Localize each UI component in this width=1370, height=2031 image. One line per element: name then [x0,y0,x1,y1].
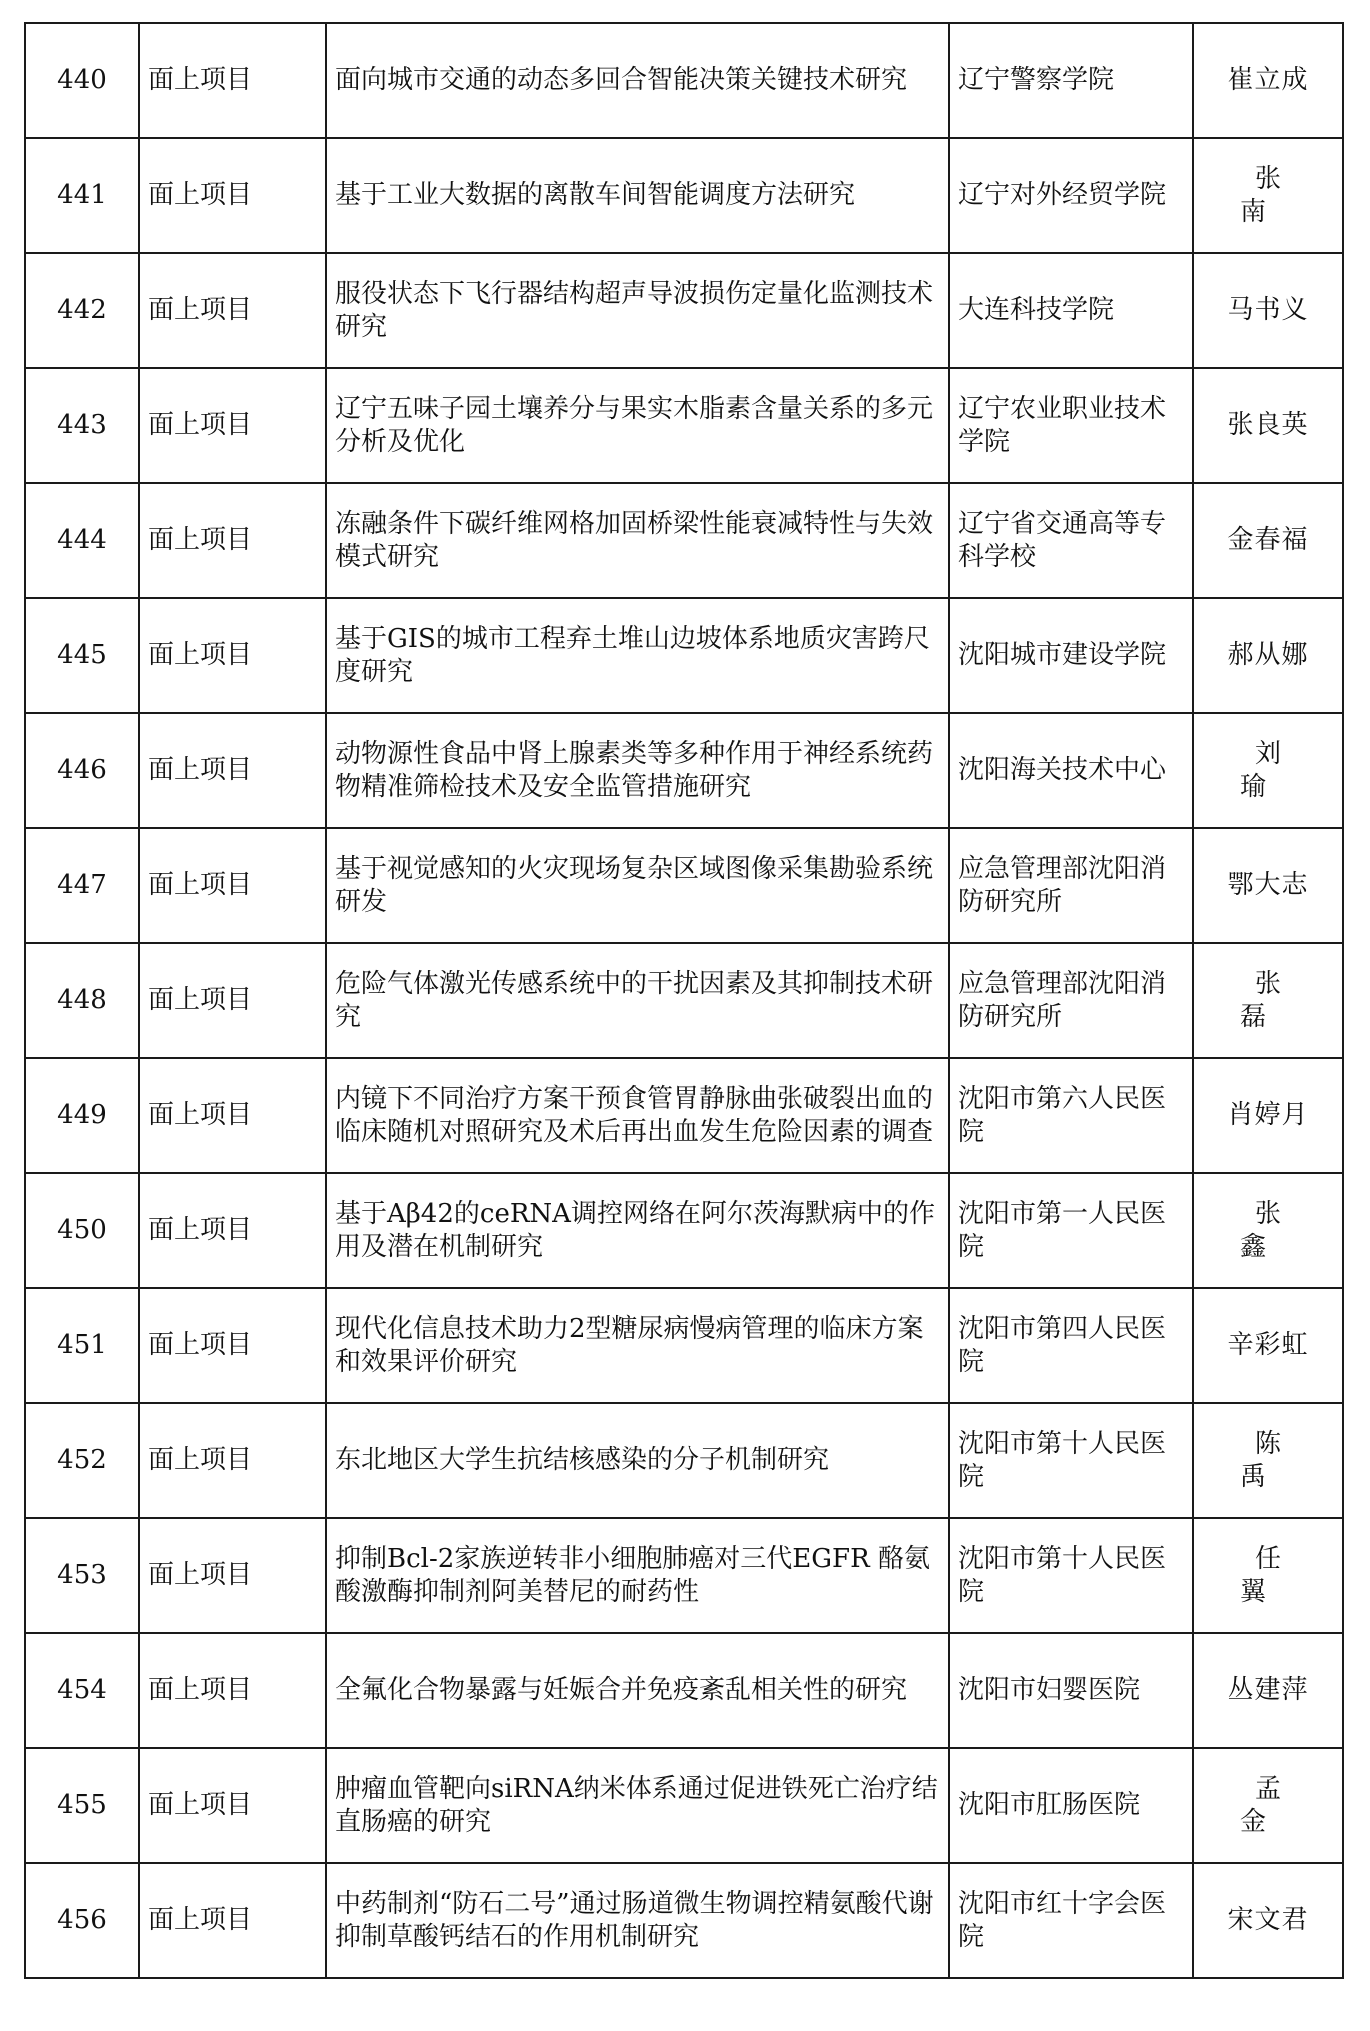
table-row [25,483,1343,598]
project-number: 451 [25,1288,139,1403]
institution: 沈阳市肛肠医院 [949,1748,1193,1863]
project-title: 服役状态下飞行器结构超声导波损伤定量化监测技术研究 [326,253,949,368]
principal-investigator: 崔立成 [1193,23,1343,138]
project-number: 450 [25,1173,139,1288]
project-number: 449 [25,1058,139,1173]
project-title: 基于视觉感知的火灾现场复杂区域图像采集勘验系统研发 [326,828,949,943]
institution: 沈阳市第十人民医院 [949,1518,1193,1633]
table-row [25,23,1343,138]
principal-investigator: 张鑫 [1193,1173,1343,1288]
principal-investigator: 孟金 [1193,1748,1343,1863]
principal-investigator: 马书义 [1193,253,1343,368]
table-row [25,1403,1343,1518]
project-number: 443 [25,368,139,483]
institution: 沈阳市第四人民医院 [949,1288,1193,1403]
institution: 沈阳市妇婴医院 [949,1633,1193,1748]
table-row [25,1633,1343,1748]
principal-investigator: 任翼 [1193,1518,1343,1633]
institution: 沈阳市红十字会医院 [949,1863,1193,1978]
project-number: 454 [25,1633,139,1748]
project-number: 440 [25,23,139,138]
table-row [25,1058,1343,1173]
table-row [25,828,1343,943]
institution: 沈阳市第六人民医院 [949,1058,1193,1173]
project-number: 445 [25,598,139,713]
project-type: 面上项目 [139,943,326,1058]
table-body [25,23,1343,1978]
project-title: 肿瘤血管靶向siRNA纳米体系通过促进铁死亡治疗结直肠癌的研究 [326,1748,949,1863]
project-number: 452 [25,1403,139,1518]
project-title: 危险气体激光传感系统中的干扰因素及其抑制技术研究 [326,943,949,1058]
table-row [25,138,1343,253]
table-row [25,253,1343,368]
project-type: 面上项目 [139,1748,326,1863]
project-type: 面上项目 [139,1058,326,1173]
project-list-table [24,22,1344,1979]
institution: 应急管理部沈阳消防研究所 [949,943,1193,1058]
project-title: 中药制剂“防石二号”通过肠道微生物调控精氨酸代谢抑制草酸钙结石的作用机制研究 [326,1863,949,1978]
project-type: 面上项目 [139,253,326,368]
project-number: 456 [25,1863,139,1978]
principal-investigator: 金春福 [1193,483,1343,598]
principal-investigator: 张良英 [1193,368,1343,483]
institution: 辽宁省交通高等专科学校 [949,483,1193,598]
institution: 沈阳城市建设学院 [949,598,1193,713]
project-title: 抑制Bcl-2家族逆转非小细胞肺癌对三代EGFR 酪氨酸激酶抑制剂阿美替尼的耐药性 [326,1518,949,1633]
principal-investigator: 丛建萍 [1193,1633,1343,1748]
project-title: 辽宁五味子园土壤养分与果实木脂素含量关系的多元分析及优化 [326,368,949,483]
project-type: 面上项目 [139,598,326,713]
principal-investigator: 肖婷月 [1193,1058,1343,1173]
project-type: 面上项目 [139,713,326,828]
project-title: 全氟化合物暴露与妊娠合并免疫紊乱相关性的研究 [326,1633,949,1748]
project-type: 面上项目 [139,828,326,943]
table-row [25,598,1343,713]
institution: 辽宁警察学院 [949,23,1193,138]
project-number: 453 [25,1518,139,1633]
project-title: 面向城市交通的动态多回合智能决策关键技术研究 [326,23,949,138]
principal-investigator: 刘瑜 [1193,713,1343,828]
project-number: 444 [25,483,139,598]
project-title: 动物源性食品中肾上腺素类等多种作用于神经系统药物精准筛检技术及安全监管措施研究 [326,713,949,828]
project-type: 面上项目 [139,1288,326,1403]
project-title: 东北地区大学生抗结核感染的分子机制研究 [326,1403,949,1518]
institution: 辽宁对外经贸学院 [949,138,1193,253]
principal-investigator: 张磊 [1193,943,1343,1058]
project-number: 441 [25,138,139,253]
project-number: 447 [25,828,139,943]
project-title: 基于工业大数据的离散车间智能调度方法研究 [326,138,949,253]
table-row [25,1748,1343,1863]
table-row [25,713,1343,828]
project-number: 442 [25,253,139,368]
project-title: 基于Aβ42的ceRNA调控网络在阿尔茨海默病中的作用及潜在机制研究 [326,1173,949,1288]
table-row [25,1863,1343,1978]
project-type: 面上项目 [139,1633,326,1748]
principal-investigator: 陈禹 [1193,1403,1343,1518]
project-number: 455 [25,1748,139,1863]
project-title: 基于GIS的城市工程弃土堆山边坡体系地质灾害跨尺度研究 [326,598,949,713]
project-number: 446 [25,713,139,828]
project-type: 面上项目 [139,1863,326,1978]
table-row [25,1173,1343,1288]
project-title: 内镜下不同治疗方案干预食管胃静脉曲张破裂出血的临床随机对照研究及术后再出血发生危险因素的调查 [326,1058,949,1173]
institution: 沈阳市第一人民医院 [949,1173,1193,1288]
project-number: 448 [25,943,139,1058]
institution: 应急管理部沈阳消防研究所 [949,828,1193,943]
institution: 沈阳海关技术中心 [949,713,1193,828]
project-title: 现代化信息技术助力2型糖尿病慢病管理的临床方案和效果评价研究 [326,1288,949,1403]
institution: 大连科技学院 [949,253,1193,368]
project-type: 面上项目 [139,1173,326,1288]
project-type: 面上项目 [139,23,326,138]
table-row [25,368,1343,483]
project-type: 面上项目 [139,1518,326,1633]
institution: 辽宁农业职业技术学院 [949,368,1193,483]
project-type: 面上项目 [139,368,326,483]
project-type: 面上项目 [139,483,326,598]
project-type: 面上项目 [139,138,326,253]
principal-investigator: 宋文君 [1193,1863,1343,1978]
principal-investigator: 鄂大志 [1193,828,1343,943]
principal-investigator: 郝从娜 [1193,598,1343,713]
table-row [25,1518,1343,1633]
project-title: 冻融条件下碳纤维网格加固桥梁性能衰减特性与失效模式研究 [326,483,949,598]
institution: 沈阳市第十人民医院 [949,1403,1193,1518]
project-type: 面上项目 [139,1403,326,1518]
table-row [25,1288,1343,1403]
principal-investigator: 张南 [1193,138,1343,253]
principal-investigator: 辛彩虹 [1193,1288,1343,1403]
table-row [25,943,1343,1058]
